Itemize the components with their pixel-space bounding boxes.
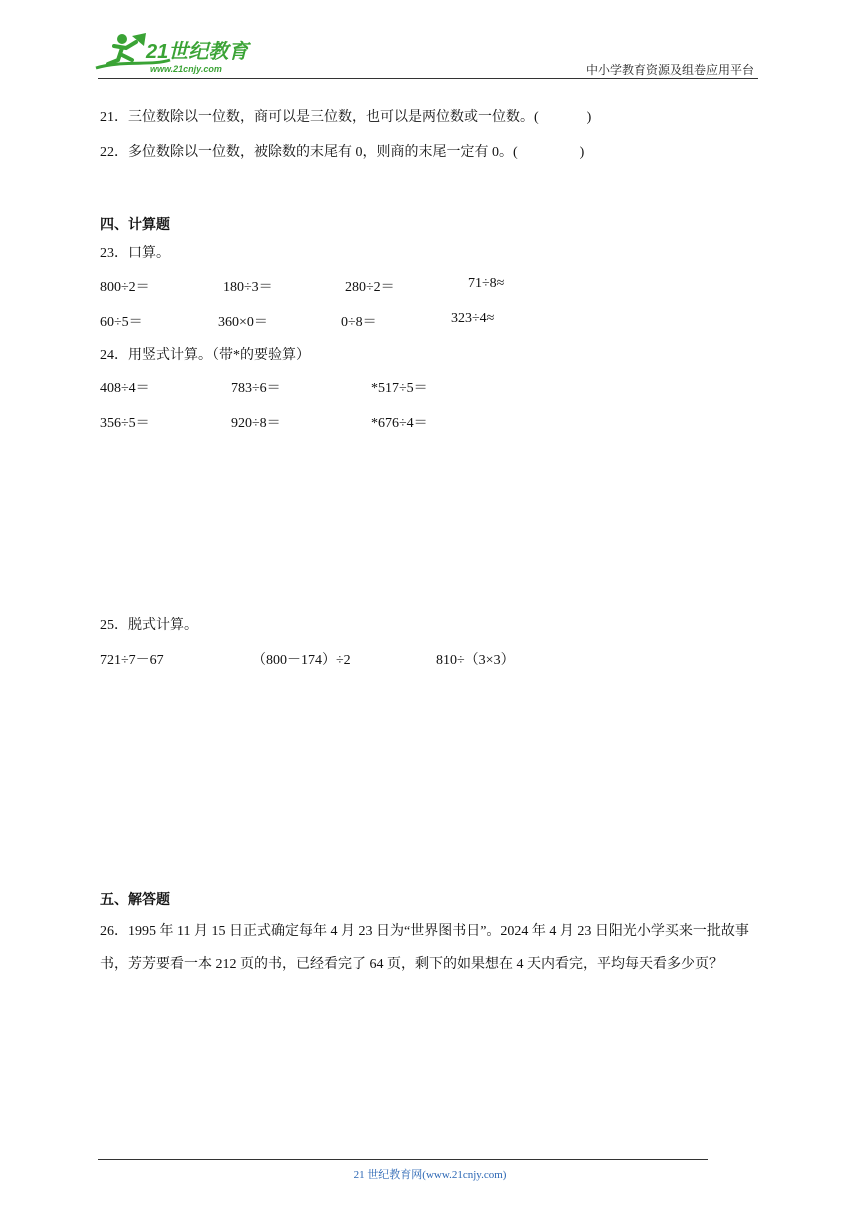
question-23: 23．口算。 bbox=[100, 246, 170, 261]
vertical-item: *676÷4＝ bbox=[371, 416, 428, 431]
oral-item: 0÷8＝ bbox=[341, 315, 377, 330]
question-22 bbox=[100, 141, 584, 161]
vertical-item: 408÷4＝ bbox=[100, 381, 150, 396]
vertical-item: 920÷8＝ bbox=[231, 416, 281, 431]
section-heading-calculation: 四、计算题 bbox=[100, 218, 170, 233]
question-25: 25．脱式计算。 bbox=[100, 618, 198, 633]
question-24: 24．用竖式计算。（带*的要验算） bbox=[100, 348, 310, 363]
oral-item: 360×0＝ bbox=[218, 315, 268, 330]
oral-item: 180÷3＝ bbox=[223, 280, 273, 295]
stepwise-item: （800－174）÷2 bbox=[252, 653, 351, 668]
footer-divider bbox=[98, 1159, 708, 1160]
stepwise-item: 721÷7－67 bbox=[100, 653, 164, 668]
vertical-item: 356÷5＝ bbox=[100, 416, 150, 431]
oral-item: 800÷2＝ bbox=[100, 280, 150, 295]
logo-url: www.21cnjy.com bbox=[150, 64, 222, 74]
question-22-close: ) bbox=[579, 145, 585, 160]
site-logo bbox=[92, 30, 262, 80]
question-21-close: ) bbox=[586, 110, 592, 125]
oral-item: 71÷8≈ bbox=[468, 276, 505, 291]
question-22-text: 22．多位数除以一位数，被除数的末尾有 0，则商的末尾一定有 0。( bbox=[100, 145, 518, 160]
header-divider bbox=[98, 78, 758, 79]
oral-item: 323÷4≈ bbox=[451, 311, 495, 326]
vertical-item: *517÷5＝ bbox=[371, 381, 428, 396]
oral-item: 280÷2＝ bbox=[345, 280, 395, 295]
stepwise-item: 810÷（3×3） bbox=[436, 653, 515, 668]
question-21-text: 21．三位数除以一位数，商可以是三位数，也可以是两位数或一位数。( bbox=[100, 110, 539, 125]
section-heading-word-problems: 五、解答题 bbox=[100, 893, 170, 908]
logo-text: 21世纪教育 bbox=[146, 41, 249, 63]
oral-item: 60÷5＝ bbox=[100, 315, 143, 330]
question-21 bbox=[100, 106, 591, 126]
footer-link[interactable]: 21 世纪教育网(www.21cnjy.com) bbox=[353, 1169, 507, 1181]
question-26: 26．1995 年 11 月 15 日正式确定每年 4 月 23 日为“世界图书日”。2024 年 4 月 23 日阳光小学买来一批故事书，芳芳要看一本 212 页的书，已经看完了 64 页，剩下的如果想在 4 天内看完，平均每天看多少页？ bbox=[100, 924, 749, 972]
logo-graphic bbox=[92, 30, 262, 80]
site-title: 中小学教育资源及组卷应用平台 bbox=[585, 63, 754, 77]
vertical-item: 783÷6＝ bbox=[231, 381, 281, 396]
